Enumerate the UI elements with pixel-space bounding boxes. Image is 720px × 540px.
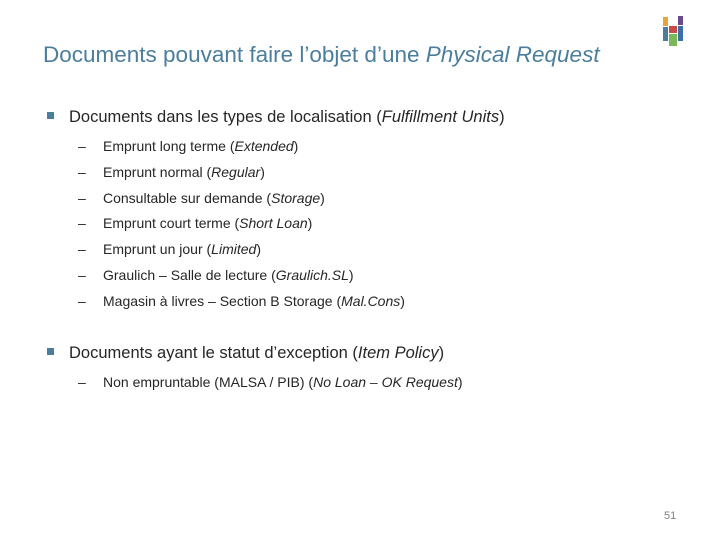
bullet-text: Documents dans les types de localisation (: [69, 108, 382, 126]
sub-suffix: ): [307, 215, 313, 231]
sub-text: Non empruntable (MALSA / PIB) (: [103, 374, 314, 390]
bullet-fulfillment-units: [47, 108, 505, 127]
sub-text: Emprunt normal (: [103, 164, 212, 180]
dash: –: [78, 190, 86, 206]
sub-suffix: ): [348, 267, 354, 283]
bullet-text: Documents ayant le statut d’exception (: [69, 344, 358, 362]
dash: –: [78, 293, 86, 309]
sub-text: Magasin à livres – Section B Storage (: [103, 293, 342, 309]
sub-item: [78, 374, 463, 390]
bullet-square-icon: [47, 112, 54, 119]
bullet-italic: Fulfillment Units: [381, 108, 500, 126]
sub-italic: Short Loan: [239, 215, 308, 231]
sub-text: Graulich – Salle de lecture (: [103, 267, 276, 283]
bullet-italic: Item Policy: [357, 344, 439, 362]
sub-text: Consultable sur demande (: [103, 190, 272, 206]
sub-italic: Graulich.SL: [275, 267, 349, 283]
sub-suffix: ): [260, 164, 265, 180]
sub-suffix: ): [320, 190, 325, 206]
sub-item: [78, 215, 312, 231]
sub-item: [78, 164, 265, 180]
sub-suffix: ): [400, 293, 405, 309]
dash: –: [78, 138, 86, 154]
title-text: Documents pouvant faire l’objet d’une: [43, 42, 426, 67]
sub-text: Emprunt un jour (: [103, 241, 212, 257]
slide-title: [43, 42, 600, 68]
sub-italic: Regular: [211, 164, 261, 180]
sub-text: Emprunt long terme (: [103, 138, 235, 154]
sub-italic: No Loan – OK Request: [313, 374, 458, 390]
sub-suffix: ): [293, 138, 299, 154]
sub-item: [78, 138, 298, 154]
bullet-square-icon: [47, 348, 54, 355]
institution-logo-icon: [660, 14, 686, 48]
sub-item: [78, 190, 325, 206]
bullet-suffix: ): [438, 344, 445, 362]
sub-suffix: ): [256, 241, 261, 257]
sub-italic: Mal.Cons: [341, 293, 401, 309]
sub-italic: Limited: [211, 241, 257, 257]
sub-text: Emprunt court terme (: [103, 215, 240, 231]
sub-item: [78, 293, 405, 309]
page-number: 51: [664, 510, 677, 522]
dash: –: [78, 241, 86, 257]
sub-suffix: ): [457, 374, 463, 390]
sub-item: [78, 241, 261, 257]
sub-italic: Storage: [271, 190, 321, 206]
dash: –: [78, 374, 86, 390]
sub-italic: Extended: [234, 138, 294, 154]
dash: –: [78, 215, 86, 231]
dash: –: [78, 267, 86, 283]
bullet-suffix: ): [499, 108, 505, 126]
dash: –: [78, 164, 86, 180]
title-italic-text: Physical Request: [425, 42, 600, 67]
sub-item: [78, 267, 354, 283]
bullet-item-policy: [47, 344, 444, 363]
